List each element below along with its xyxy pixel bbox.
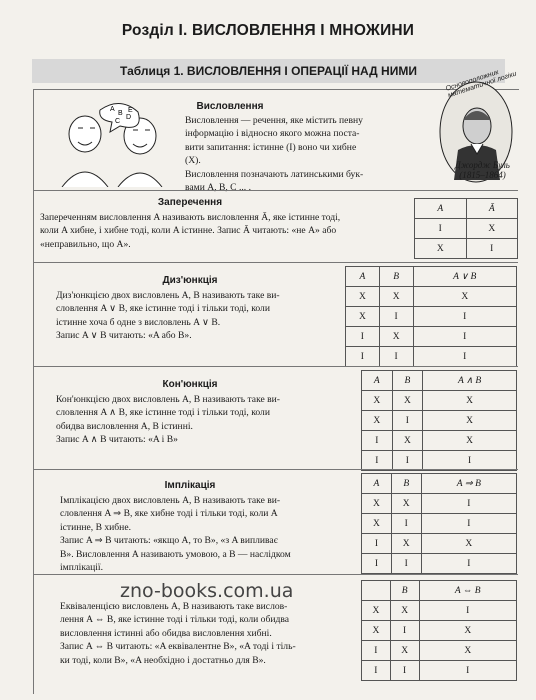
conjunction-line-4: Запис A ∧ B читають: «A і B» [56,434,178,446]
table-cell: І [362,534,392,554]
table-cell: Х [362,601,391,621]
implication-line-2: словлення A ⇒ B, яке хибне тоді і тільки тоді, коли A [60,508,278,520]
svg-text:A: A [110,106,115,113]
negation-truth-table [414,198,518,259]
svg-text:D: D [126,114,132,121]
statement-line-6: вами A, B, C ... . [185,182,251,194]
portrait-arc-text: Основоположник математичної логіки [445,68,518,100]
statement-heading: Висловлення [196,101,264,112]
con-h-1: B [392,371,423,391]
table-cell: Х [391,534,421,554]
table-cell: Х [466,219,518,239]
imp-h-2: A ⇒ B [421,474,516,494]
neg-h-0: A [415,199,467,219]
svg-text:C: C [115,118,121,125]
table-cell: Х [362,514,392,534]
table-cell: Х [362,391,393,411]
statement-line-3: вити запитання: істинне (І) воно чи хибне [185,141,357,153]
implication-heading: Імплікація [164,480,216,491]
table-cell: Х [413,287,517,307]
statement-line-1: Висловлення — речення, яке містить певну [185,115,363,126]
table-cell: І [421,554,516,574]
portrait-years: (1815–1864) [459,170,506,180]
eq-h-1: B [390,581,419,601]
table-cell: І [419,601,517,621]
portrait-caption [455,160,510,180]
equivalence-line-1: Еквіваленцією висловлень A, B називають таке вислов- [60,601,288,612]
table-cell: І [379,347,413,367]
table-cell: Х [392,431,423,451]
implication-line-6: імплікації. [60,562,103,574]
table-cell: Х [423,411,517,431]
negation-line-3: «неправильно, що A». [40,238,131,250]
svg-text:B: B [118,110,123,117]
statement-line-4: (Х). [185,155,201,167]
negation-text [40,211,410,251]
cartoon-people-illustration [40,102,175,187]
disjunction-line-2: словлення A ∨ B, яке істинне тоді і тільки тоді, коли [56,303,270,315]
page-title: Розділ І. ВИСЛОВЛЕННЯ І МНОЖИНИ [121,22,415,39]
table-cell: І [362,641,391,661]
conjunction-line-3: обидва висловлення A, B істинні. [56,420,193,432]
statement-line-2: інформацію і відносно якого можна поста- [185,128,360,140]
conjunction-heading: Кон'юнкція [162,379,218,390]
table-cell: І [391,514,421,534]
table-cell: Х [379,327,413,347]
table-cell: Х [346,307,380,327]
table-cell: І [362,431,393,451]
table-cell: Х [421,534,516,554]
disjunction-text [56,289,341,343]
disjunction-line-4: Запис A ∨ B читають: «A або B». [56,330,192,342]
imp-h-0: A [362,474,392,494]
watermark: zno-books.com.ua [120,580,294,602]
table-title: Таблиця 1. ВИСЛОВЛЕННЯ І ОПЕРАЦІЇ НАД НИМИ [120,64,417,78]
statement-line-5: Висловлення позначають латинськими бук- [185,168,364,180]
negation-line-1: Запереченням висловлення A називають висловлення Ā, яке істинне тоді, [40,212,341,223]
disjunction-truth-table [345,266,517,367]
table-cell: Х [423,431,517,451]
table-cell: І [423,451,517,471]
implication-line-3: істинне, B хибне. [60,521,131,533]
implication-line-4: Запис A ⇒ B читають: «якщо A, то B», «з A випливає [60,535,278,547]
table-cell: Х [362,411,393,431]
table-cell: Х [390,601,419,621]
table-cell: І [392,411,423,431]
table-cell: Х [423,391,517,411]
table-cell: Х [346,287,380,307]
disjunction-line-3: істинне хоча б одне з висловлень A ∨ B. [56,316,221,328]
table-cell: І [419,661,517,681]
table-cell: Х [419,621,517,641]
table-cell: І [390,621,419,641]
table-cell: І [346,327,380,347]
table-cell: І [391,554,421,574]
neg-h-1: Ā [466,199,518,219]
implication-line-1: Імплікацією двох висловлень A, B називають таке ви- [60,495,281,506]
implication-text [60,494,350,574]
dis-h-0: A [346,267,380,287]
implication-line-5: B». Висловлення A називають умовою, а B — наслідком [60,548,291,560]
table-cell: І [362,451,393,471]
equivalence-truth-table [361,580,517,681]
negation-line-2: коли A хибне, і хибне тоді, коли A істинне. Запис Ā читають: «не A» або [40,225,337,237]
table-cell: І [390,661,419,681]
table-cell: Х [392,391,423,411]
conjunction-line-1: Кон'юнкцією двох висловлень A, B називають таке ви- [56,394,281,405]
dis-h-1: B [379,267,413,287]
table-cell: І [413,327,517,347]
imp-h-1: B [391,474,421,494]
eq-h-2: A ⇔ B [419,581,517,601]
disjunction-line-1: Диз'юнкцією двох висловлень A, B називають таке ви- [56,290,280,301]
equivalence-line-4: Запис A ⇔ B читають: «A еквівалентне B», «A тоді і тіль- [60,641,296,653]
table-cell: Х [379,287,413,307]
table-cell: І [379,307,413,327]
equivalence-line-2: лення A ⇔ B, яке істинне тоді і тільки тоді, коли обидва [60,614,290,626]
table-cell: І [362,661,391,681]
implication-truth-table [361,473,517,574]
con-h-2: A ∧ B [423,371,517,391]
table-cell: І [346,347,380,367]
svg-text:E: E [128,107,133,114]
table-cell: Х [415,239,467,259]
eq-h-0 [362,581,391,601]
table-cell: Х [391,494,421,514]
table-cell: І [415,219,467,239]
table-cell: І [466,239,518,259]
table-cell: Х [419,641,517,661]
equivalence-text [60,600,360,667]
portrait-name: Джордж Буль [455,160,510,170]
conjunction-text [56,393,341,447]
table-cell: І [421,494,516,514]
table-cell: Х [362,494,392,514]
table-cell: Х [362,621,391,641]
conjunction-truth-table [361,370,517,471]
negation-heading: Заперечення [157,197,223,208]
table-cell: І [421,514,516,534]
equivalence-line-3: висловлення істинні або обидва висловлення хибні. [60,627,272,639]
disjunction-heading: Диз'юнкція [162,275,218,286]
conjunction-line-2: словлення A ∧ B, яке істинне тоді і тільки тоді, коли [56,407,270,419]
table-cell: І [413,347,517,367]
dis-h-2: A ∨ B [413,267,517,287]
table-cell: І [413,307,517,327]
table-cell: Х [390,641,419,661]
con-h-0: A [362,371,393,391]
statement-text [185,114,425,194]
table-cell: І [392,451,423,471]
table-cell: І [362,554,392,574]
equivalence-line-5: ки тоді, коли B», «A необхідно і достатньо для B». [60,654,266,666]
